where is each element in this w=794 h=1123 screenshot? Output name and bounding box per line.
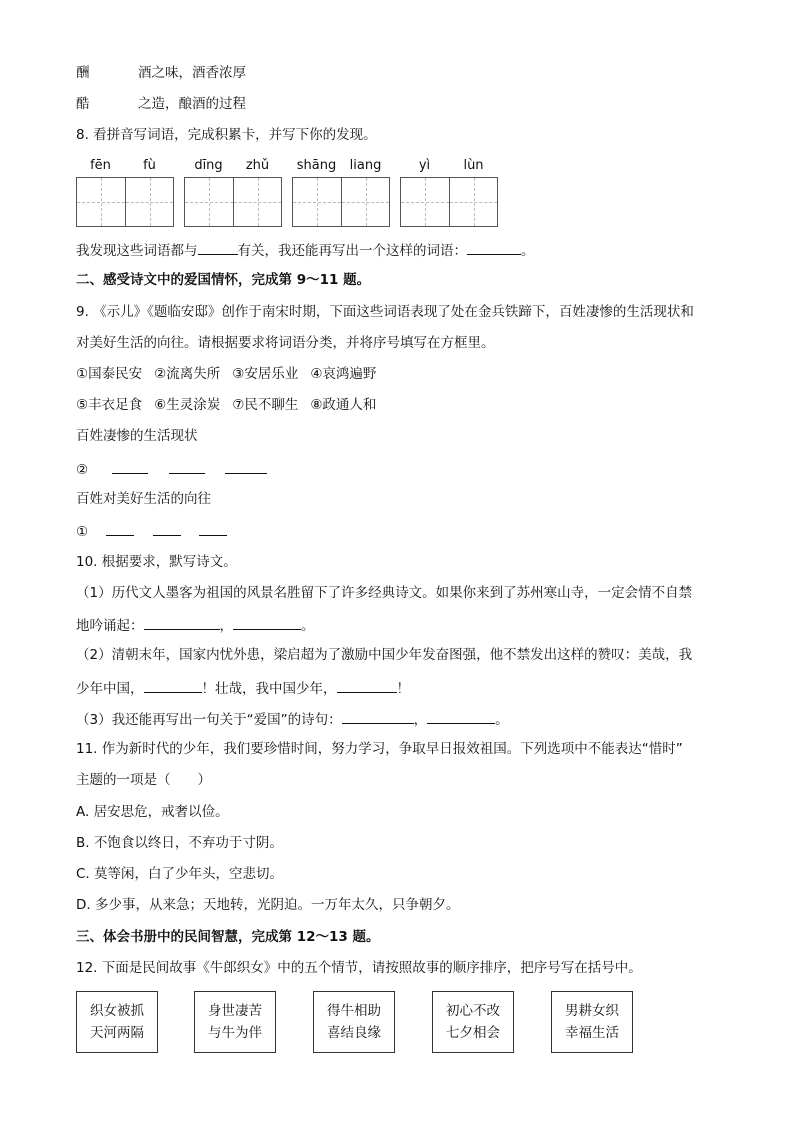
question-12-title: 12. 下面是民间故事《牛郎织女》中的五个情节，请按照故事的顺序排序，把序号写在括号中。 (76, 960, 642, 976)
pinyin-label: shāng (296, 158, 337, 173)
grid-cell[interactable] (401, 178, 449, 226)
category-2-answer: ① (76, 524, 89, 540)
category-2-answers (76, 521, 227, 541)
definition-row-2 (76, 95, 246, 113)
question-10-part-1-line-2: 地吟诵起： ， 。 (76, 615, 315, 635)
definition-text: 之造，酿酒的过程 (138, 96, 246, 112)
option-d[interactable]: D. 多少事，从来急；天地转，光阴迫。一万年太久，只争朝夕。 (76, 897, 460, 913)
writing-grid[interactable] (76, 177, 174, 227)
answer-blank[interactable] (342, 709, 414, 724)
pinyin-label: liang (349, 158, 382, 173)
answer-blank[interactable] (225, 459, 267, 474)
question-10-part-2-line-2: 少年中国， ！壮哉，我中国少年， ！ (76, 678, 410, 698)
answer-blank[interactable] (144, 678, 202, 693)
story-box-3: 得牛相助 喜结良缘 (313, 991, 395, 1053)
category-1-label: 百姓凄惨的生活现状 (76, 428, 198, 444)
pinyin-label: zhǔ (245, 158, 270, 173)
answer-blank[interactable] (467, 240, 521, 255)
category-2-label: 百姓对美好生活的向往 (76, 491, 211, 507)
answer-blank[interactable] (153, 521, 181, 536)
pinyin-label: fēn (90, 158, 111, 173)
option-a[interactable]: A. 居安思危，戒奢以俭。 (76, 804, 229, 820)
question-9-options-row-2: ⑤丰衣足食 ⑥生灵涂炭 ⑦民不聊生 ⑧政通人和 (76, 397, 377, 413)
definition-text: 酒之味，酒香浓厚 (138, 65, 246, 81)
story-box-5: 男耕女织 幸福生活 (551, 991, 633, 1053)
grid-cell[interactable] (449, 178, 497, 226)
question-9-options-row-1: ①国泰民安 ②流离失所 ③安居乐业 ④哀鸿遍野 (76, 366, 377, 382)
story-box-2: 身世凄苦 与牛为伴 (194, 991, 276, 1053)
question-10-part-2-line-1: （2）清朝末年，国家内忧外患，梁启超为了激励中国少年发奋图强，他不禁发出这样的赞叹：美哉，我 (76, 647, 693, 663)
pinyin-label: yì (418, 158, 431, 173)
question-8-discovery: 我发现这些词语都与 有关，我还能再写出一个这样的词语： 。 (76, 240, 535, 260)
category-1-answers (76, 459, 267, 479)
question-10-part-3: （3）我还能再写出一句关于“爱国”的诗句： ， 。 (76, 709, 509, 729)
grid-cell[interactable] (293, 178, 341, 226)
definition-char: 酬 (76, 65, 90, 81)
answer-blank[interactable] (144, 615, 220, 630)
answer-blank[interactable] (106, 521, 134, 536)
answer-blank[interactable] (337, 678, 397, 693)
story-box-1: 织女被抓 天河两隔 (76, 991, 158, 1053)
grid-cell[interactable] (77, 178, 125, 226)
definition-char: 酷 (76, 96, 90, 112)
category-1-answer: ② (76, 462, 89, 478)
option-c[interactable]: C. 莫等闲，白了少年头，空悲切。 (76, 866, 284, 882)
question-11-line-2: 主题的一项是（ ） (76, 772, 211, 788)
answer-blank[interactable] (169, 459, 205, 474)
question-10-title: 10. 根据要求，默写诗文。 (76, 554, 237, 570)
definition-row-1 (76, 64, 246, 82)
answer-blank[interactable] (198, 240, 238, 255)
story-box-4: 初心不改 七夕相会 (432, 991, 514, 1053)
pinyin-label: fù (143, 158, 156, 173)
answer-blank[interactable] (112, 459, 148, 474)
answer-blank[interactable] (199, 521, 227, 536)
question-9-line-1: 9. 《示儿》《题临安邸》创作于南宋时期，下面这些词语表现了处在金兵铁蹄下，百姓凄惨的生活现状和 (76, 304, 694, 320)
grid-cell[interactable] (233, 178, 281, 226)
question-11-line-1: 11. 作为新时代的少年，我们要珍惜时间，努力学习，争取早日报效祖国。下列选项中不能表达“惜时” (76, 741, 683, 757)
question-9-line-2: 对美好生活的向往。请根据要求将词语分类，并将序号填写在方框里。 (76, 335, 495, 351)
section-3-heading: 三、体会书册中的民间智慧，完成第 12～13 题。 (76, 929, 380, 945)
grid-cell[interactable] (185, 178, 233, 226)
answer-blank[interactable] (233, 615, 301, 630)
writing-grid[interactable] (184, 177, 282, 227)
writing-grid[interactable] (400, 177, 498, 227)
question-8-title: 8. 看拼音写词语，完成积累卡，并写下你的发现。 (76, 127, 377, 143)
pinyin-label: lùn (463, 158, 484, 173)
pinyin-label: dīng (194, 158, 223, 173)
option-b[interactable]: B. 不饱食以终日，不弃功于寸阴。 (76, 835, 283, 851)
question-10-part-1-line-1: （1）历代文人墨客为祖国的风景名胜留下了许多经典诗文。如果你来到了苏州寒山寺，一定会情不自禁 (76, 585, 693, 601)
grid-cell[interactable] (341, 178, 389, 226)
writing-grid[interactable] (292, 177, 390, 227)
section-2-heading: 二、感受诗文中的爱国情怀，完成第 9～11 题。 (76, 272, 371, 288)
grid-cell[interactable] (125, 178, 173, 226)
answer-blank[interactable] (427, 709, 495, 724)
